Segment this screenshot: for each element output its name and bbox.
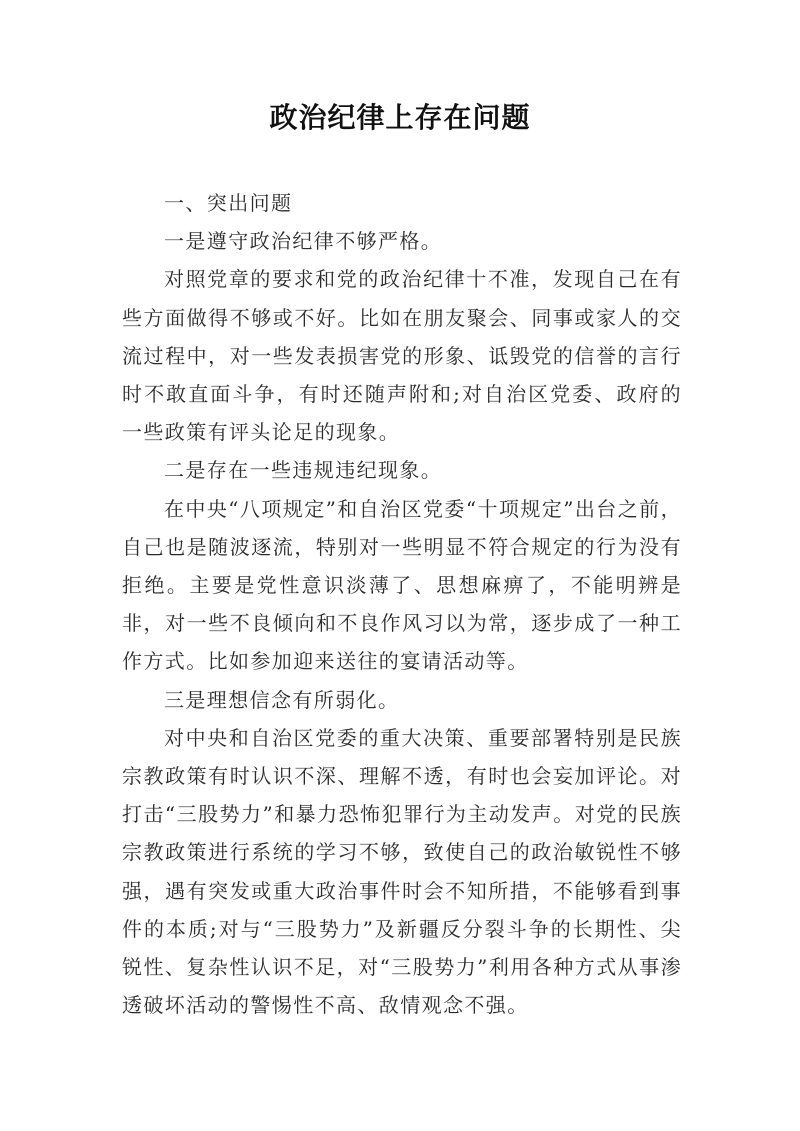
document-body (122, 184, 682, 1024)
document-title: 政治纪律上存在问题 (269, 101, 531, 134)
body-paragraph-3: 对中央和自治区党委的重大决策、重要部署特别是民族宗教政策有时认识不深、理解不透，有时也会妄加评论。对打击“三股势力”和暴力恐怖犯罪行为主动发声。对党的民族宗教政策进行系统的学习不够，致使自己的政治敏锐性不够强，遇有突发或重大政治事件时会不知所措，不能够看到事件的本质;对与“三股势力”及新疆反分裂斗争的长期性、尖锐性、复杂性认识不足，对“三股势力”利用各种方式从事渗透破坏活动的警惕性不高、敌情观念不强。 (122, 725, 682, 1018)
body-paragraph-2: 在中央“八项规定”和自治区党委“十项规定”出台之前，自己也是随波逐流，特别对一些明显不符合规定的行为没有拒绝。主要是党性意识淡薄了、思想麻痹了，不能明辨是非，对一些不良倾向和不良作风习以为常，逐步成了一种工作方式。比如参加迎来送往的宴请活动等。 (122, 496, 682, 674)
point-heading-1: 一是遵守政治纪律不够严格。 (164, 229, 443, 254)
section-heading: 一、突出问题 (164, 191, 293, 215)
point-heading-2: 二是存在一些违规违纪现象。 (164, 458, 443, 483)
body-paragraph-1: 对照党章的要求和党的政治纪律十不准，发现自己在有些方面做得不够或不好。比如在朋友聚会、同事或家人的交流过程中，对一些发表损害党的形象、诋毁党的信誉的言行时不敢直面斗争，有时还随声附和;对自治区党委、政府的一些政策有评头论足的现象。 (122, 267, 682, 445)
point-heading-3: 三是理想信念有所弱化。 (164, 687, 400, 712)
